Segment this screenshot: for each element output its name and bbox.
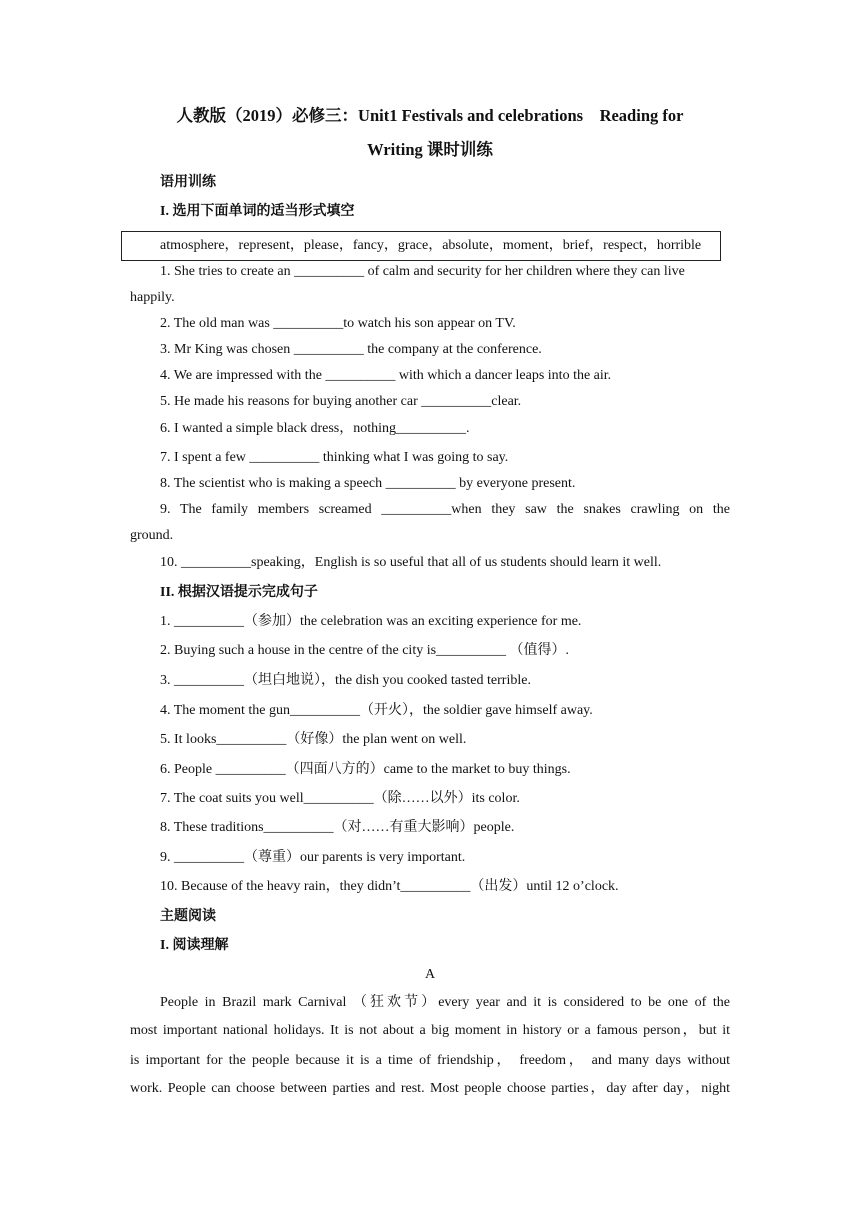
part1-item-10: 10. __________speaking，English is so useful that all of us students should learn it well. (160, 555, 662, 570)
document-title-line-1: 人教版（2019）必修三：Unit1 Festivals and celebrations Reading for (176, 106, 684, 125)
part1-item-9: 9. The family members screamed __________when they saw the snakes crawling on the (160, 502, 730, 517)
part1-item-5: 5. He made his reasons for buying another car __________clear. (160, 394, 522, 409)
word-bank-box (121, 231, 721, 261)
passage-label: A (424, 967, 436, 982)
part2-item-3: 3. __________（坦白地说），the dish you cooked tasted terrible. (160, 673, 531, 688)
word-bank-text: atmosphere，represent，please，fancy，grace，absolute，moment，brief，respect，horrible (160, 238, 702, 253)
part1-item-8: 8. The scientist who is making a speech __________ by everyone present. (160, 476, 576, 491)
document-title-line-2: Writing 课时训练 (367, 140, 493, 159)
part2-heading: II. 根据汉语提示完成句子 (160, 585, 318, 600)
part1-item-1-cont: happily. (130, 290, 175, 305)
passage-line-2: most important national holidays. It is not about a big moment in history or a famous person，but it (130, 1023, 730, 1038)
part1-item-9-cont: ground. (130, 528, 174, 543)
part2-item-8: 8. These traditions__________（对……有重大影响）people. (160, 820, 515, 835)
passage-line-1: People in Brazil mark Carnival （狂欢节）every year and it is considered to be one of the (160, 995, 730, 1010)
passage-line-4: work. People can choose between parties and rest. Most people choose parties，day after day，night (130, 1081, 730, 1096)
part2-item-9: 9. __________（尊重）our parents is very important. (160, 850, 466, 865)
part2-item-1: 1. __________（参加）the celebration was an exciting experience for me. (160, 614, 582, 629)
part2-item-5: 5. It looks__________（好像）the plan went on well. (160, 732, 467, 747)
part1-heading: I. 选用下面单词的适当形式填空 (160, 204, 355, 219)
part2-item-2: 2. Buying such a house in the centre of the city is__________ （值得）. (160, 643, 570, 658)
part2-item-6: 6. People __________（四面八方的）came to the market to buy things. (160, 762, 571, 777)
part2-item-4: 4. The moment the gun__________（开火），the soldier gave himself away. (160, 703, 593, 718)
part1-item-6: 6. I wanted a simple black dress，nothing__________. (160, 421, 470, 436)
part2-item-10: 10. Because of the heavy rain，they didn’t__________（出发）until 12 o’clock. (160, 879, 619, 894)
part1-item-2: 2. The old man was __________to watch his son appear on TV. (160, 316, 516, 331)
passage-line-3: is important for the people because it is a time of friendship， freedom， and many days without (130, 1053, 730, 1068)
section-heading-yuyong: 语用训练 (160, 175, 216, 190)
section-heading-zhuti: 主题阅读 (160, 909, 216, 924)
part1-item-3: 3. Mr King was chosen __________ the company at the conference. (160, 342, 542, 357)
reading-heading: I. 阅读理解 (160, 938, 229, 953)
part2-item-7: 7. The coat suits you well__________（除……以外）its color. (160, 791, 520, 806)
part1-item-7: 7. I spent a few __________ thinking what I was going to say. (160, 450, 509, 465)
part1-item-1: 1. She tries to create an __________ of calm and security for her children where they can live (160, 264, 685, 279)
part1-item-4: 4. We are impressed with the __________ with which a dancer leaps into the air. (160, 368, 612, 383)
